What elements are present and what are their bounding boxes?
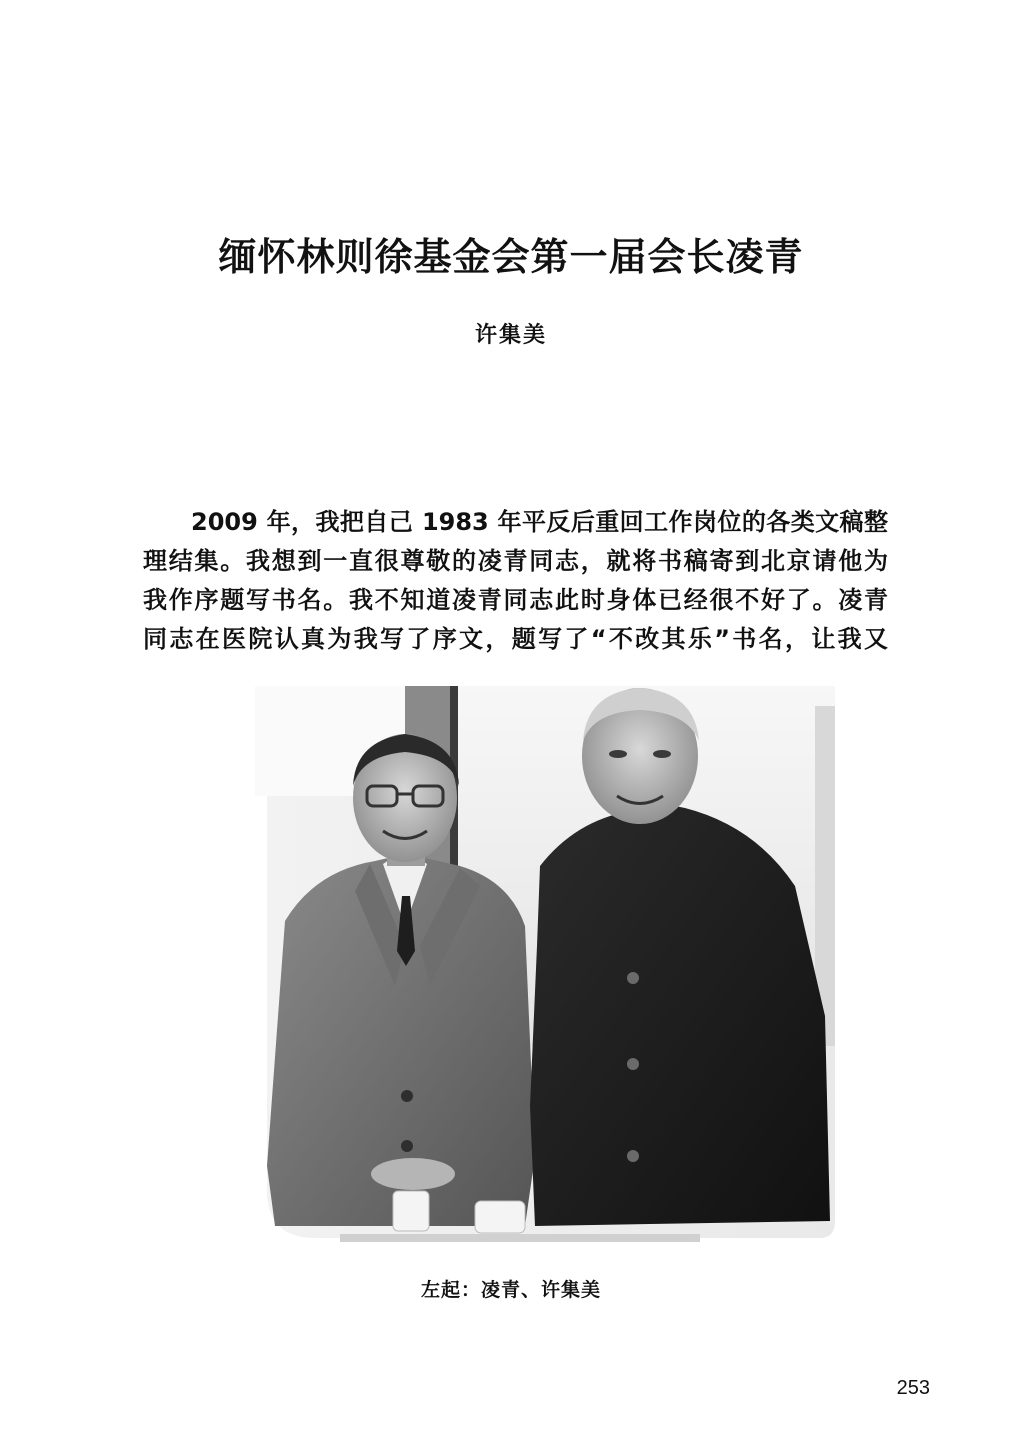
body-line: 我作序题写书名。我不知道凌青同志此时身体已经很不好了。凌青 xyxy=(143,586,888,614)
page-number: 253 xyxy=(896,1377,930,1399)
body-line: 2009 年，我把自己 1983 年平反后重回工作岗位的各类文稿整 xyxy=(191,508,888,536)
article-body xyxy=(143,503,888,659)
body-line: 理结集。我想到一直很尊敬的凌青同志，就将书稿寄到北京请他为 xyxy=(143,547,888,575)
article-author: 许集美 xyxy=(474,322,547,348)
article-title: 缅怀林则徐基金会第一届会长凌青 xyxy=(218,235,804,279)
photo-two-men xyxy=(255,686,835,1242)
left-man-hands xyxy=(371,1158,455,1190)
cup-icon xyxy=(393,1191,429,1231)
cup-icon xyxy=(475,1201,525,1233)
body-line: 同志在医院认真为我写了序文，题写了“不改其乐”书名，让我又 xyxy=(143,625,888,653)
photo-caption: 左起：凌青、许集美 xyxy=(420,1279,601,1301)
